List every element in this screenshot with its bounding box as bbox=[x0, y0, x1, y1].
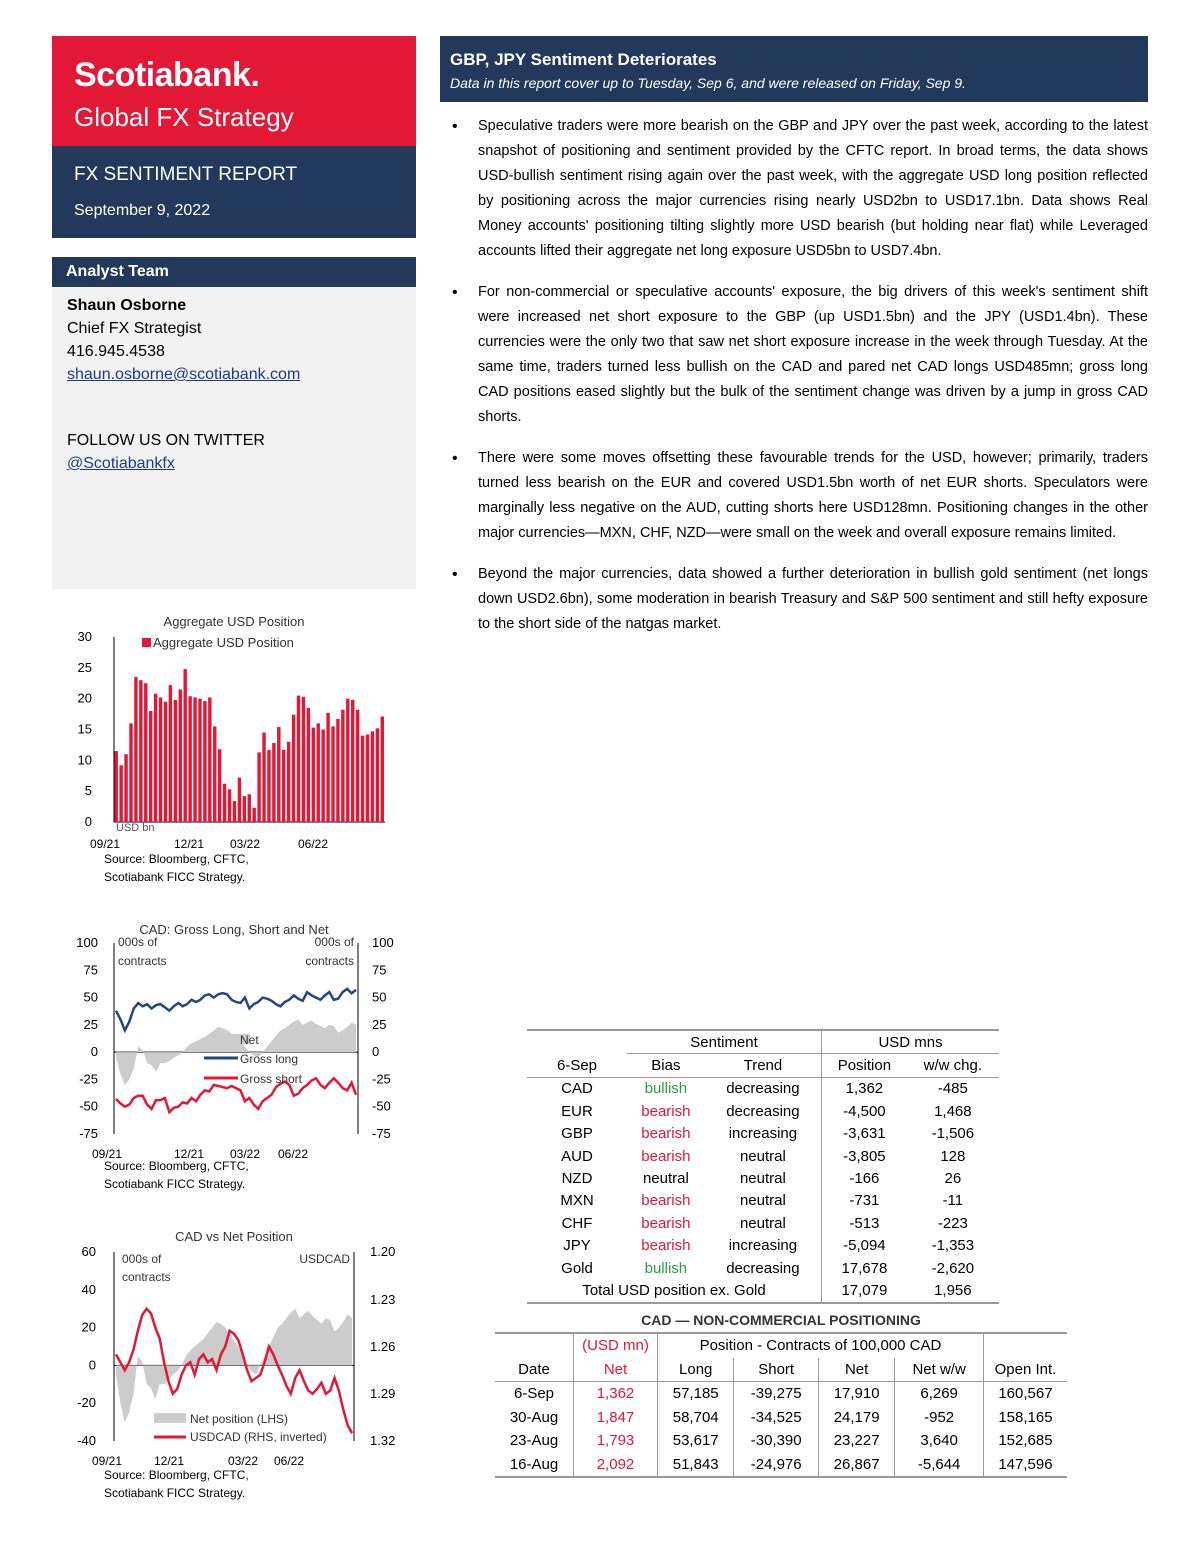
positioning-row bbox=[495, 1453, 1067, 1478]
usd-bar bbox=[312, 728, 315, 822]
col-header: Net bbox=[574, 1358, 658, 1382]
sentiment-cell: decreasing bbox=[726, 1102, 800, 1120]
sentiment-cell: bearish bbox=[641, 1214, 691, 1232]
y-tick-label: 30 bbox=[77, 629, 92, 644]
x-tick-label: 06/22 bbox=[298, 837, 329, 851]
sentiment-group-header: Sentiment bbox=[627, 1030, 822, 1054]
sentiment-row bbox=[527, 1190, 999, 1212]
legend-label: USDCAD (RHS, inverted) bbox=[190, 1430, 327, 1444]
usd-bar bbox=[228, 789, 231, 822]
sentiment-cell: -2,620 bbox=[931, 1259, 975, 1277]
y2-tick-label: -25 bbox=[372, 1071, 391, 1087]
y2-tick-label: 75 bbox=[372, 962, 387, 978]
bullet-list bbox=[440, 114, 1148, 653]
positioning-cell: 58,704 bbox=[658, 1406, 734, 1430]
analyst-panel bbox=[52, 287, 416, 589]
usd-bar bbox=[149, 711, 152, 822]
analyst-name: Shaun Osborne bbox=[67, 297, 187, 314]
chart-source: Scotiabank FICC Strategy. bbox=[104, 1177, 246, 1191]
sentiment-cell: CAD bbox=[561, 1080, 593, 1098]
usd-bar bbox=[188, 696, 191, 822]
positioning-cell: 1,362 bbox=[574, 1382, 658, 1406]
y-tick-label: 15 bbox=[77, 721, 92, 737]
legend-swatch-net bbox=[154, 1413, 186, 1423]
positioning-row bbox=[495, 1429, 1067, 1453]
usd-bar bbox=[124, 754, 127, 822]
positioning-table-title: CAD — NON-COMMERCIAL POSITIONING bbox=[641, 1312, 921, 1328]
sentiment-cell: decreasing bbox=[726, 1259, 800, 1277]
bullet-paragraph: • For non-commercial or speculative accounts' exposure, the big drivers of this week's sentiment shift were increased net short exposure to the GBP (up USD1.5bn) and the JPY (USD1.4bn). These currencies were the only two that saw net short exposure increase in the week through Tuesday. At the same time, traders turned less bullish on the CAD and pared net CAD longs USD485mn; gross long CAD positions eased slightly but the bulk of the sentiment change was driven by a jump in gross CAD shorts. bbox=[440, 280, 1148, 430]
y2-tick-label: 1.29 bbox=[370, 1386, 396, 1401]
positioning-cell: 23,227 bbox=[818, 1429, 894, 1453]
usd-bar bbox=[262, 733, 265, 822]
usd-bar bbox=[366, 734, 369, 822]
positioning-cell: 26,867 bbox=[818, 1453, 894, 1478]
col-header: Short bbox=[734, 1358, 819, 1382]
aggregate-usd-chart bbox=[52, 605, 422, 890]
y-tick-label: 0 bbox=[88, 1357, 96, 1373]
usd-bar bbox=[287, 742, 290, 822]
usd-bar bbox=[139, 680, 142, 822]
y2-tick-label: 1.32 bbox=[370, 1433, 396, 1448]
y-tick-label: -20 bbox=[77, 1395, 96, 1411]
usd-bar bbox=[169, 685, 172, 822]
col-header: Net w/w bbox=[895, 1358, 984, 1382]
usd-bar bbox=[179, 689, 182, 822]
chart-source: Scotiabank FICC Strategy. bbox=[104, 870, 246, 884]
usd-bar bbox=[233, 801, 236, 822]
bullet-paragraph: • Beyond the major currencies, data showed a further deterioration in bullish gold sentiment (net longs down USD2.6bn), some moderation in bearish Treasury and S&P 500 sentiment and still hefty exposure to the short side of the natgas market. bbox=[440, 562, 1148, 637]
sentiment-cell: neutral bbox=[739, 1214, 786, 1232]
usd-bar bbox=[164, 702, 167, 822]
analyst-phone: 416.945.4538 bbox=[67, 343, 165, 360]
sentiment-cell: MXN bbox=[560, 1192, 594, 1210]
total-position: 17,079 bbox=[822, 1279, 907, 1302]
sentiment-cell: -4,500 bbox=[822, 1100, 907, 1122]
positioning-row bbox=[495, 1406, 1067, 1430]
usd-bar bbox=[381, 717, 384, 822]
x-tick-label: 09/21 bbox=[92, 1147, 123, 1161]
sentiment-row bbox=[527, 1235, 999, 1257]
y2-tick-label: 0 bbox=[372, 1044, 380, 1060]
sentiment-cell: JPY bbox=[563, 1237, 591, 1255]
sentiment-cell: EUR bbox=[561, 1102, 593, 1120]
right-unit: contracts bbox=[305, 954, 354, 968]
twitter-link[interactable]: @Scotiabankfx bbox=[67, 455, 175, 472]
positioning-cell: 6,269 bbox=[895, 1382, 984, 1406]
y-tick-label: 20 bbox=[81, 1319, 96, 1335]
sentiment-cell: bearish bbox=[641, 1125, 691, 1143]
sentiment-cell: -513 bbox=[822, 1212, 907, 1234]
chart-source: Source: Bloomberg, CFTC, bbox=[104, 1468, 249, 1482]
positioning-cell: -30,390 bbox=[734, 1429, 819, 1453]
sentiment-cell: increasing bbox=[728, 1125, 798, 1143]
y-tick-label: 5 bbox=[84, 783, 92, 799]
sentiment-cell: 26 bbox=[944, 1170, 962, 1188]
brand-subtitle: Global FX Strategy bbox=[74, 102, 294, 132]
usd-bar bbox=[159, 697, 162, 822]
y-tick-label: 50 bbox=[83, 989, 98, 1005]
bullet-paragraph: • There were some moves offsetting these favourable trends for the USD, however; primarily, traders turned less bearish on the EUR and covered USD1.5bn worth of net EUR shorts. Speculators were marginally less negative on the AUD, cutting shorts here USD128mn. Positioning changes in the other major currencies—MXN, CHF, NZD—were small on the week and overall exposure remains limited. bbox=[440, 446, 1148, 546]
usd-bar bbox=[307, 708, 310, 822]
positioning-cell: 147,596 bbox=[983, 1453, 1067, 1478]
legend-label: Gross short bbox=[240, 1072, 303, 1086]
gross-short-line bbox=[116, 1078, 356, 1112]
chart-title: CAD: Gross Long, Short and Net bbox=[139, 922, 329, 937]
positioning-cell: -952 bbox=[895, 1406, 984, 1430]
sentiment-cell: increasing bbox=[728, 1237, 798, 1255]
positioning-cell: 53,617 bbox=[658, 1429, 734, 1453]
brand-block bbox=[52, 36, 416, 146]
y-tick-label: -25 bbox=[79, 1071, 98, 1087]
x-tick-label: 03/22 bbox=[230, 1147, 261, 1161]
x-tick-label: 09/21 bbox=[92, 1454, 123, 1468]
analyst-heading bbox=[52, 257, 416, 287]
sentiment-cell: neutral bbox=[642, 1170, 689, 1188]
follow-label: FOLLOW US ON TWITTER bbox=[67, 432, 265, 449]
positioning-cell: -5,644 bbox=[895, 1453, 984, 1478]
y-tick-label: 10 bbox=[77, 752, 92, 768]
y-tick-label: -50 bbox=[79, 1098, 98, 1114]
usd-bar bbox=[154, 694, 157, 822]
sentiment-cell: -5,094 bbox=[822, 1235, 907, 1257]
cad-gross-chart bbox=[52, 912, 422, 1197]
usd-bar bbox=[376, 728, 379, 822]
legend-label: Aggregate USD Position bbox=[153, 635, 294, 650]
sentiment-row bbox=[527, 1077, 999, 1100]
positioning-cell: -34,525 bbox=[734, 1406, 819, 1430]
usd-bar bbox=[223, 784, 226, 822]
sentiment-row bbox=[527, 1123, 999, 1145]
positioning-cell: 3,640 bbox=[895, 1429, 984, 1453]
y-tick-label: 40 bbox=[81, 1281, 96, 1297]
headline-subtitle: Data in this report cover up to Tuesday, Sep 6, and were released on Friday, Sep 9. bbox=[450, 75, 966, 91]
chart-title: Aggregate USD Position bbox=[163, 614, 305, 629]
y-tick-label: -75 bbox=[79, 1126, 98, 1141]
sentiment-cell: -1,506 bbox=[931, 1125, 975, 1143]
usd-bar bbox=[208, 697, 211, 822]
positioning-cell: 16-Aug bbox=[509, 1455, 559, 1473]
left-unit: contracts bbox=[118, 954, 167, 968]
left-unit: 000s of bbox=[122, 1252, 162, 1266]
col-header: 6-Sep bbox=[556, 1056, 598, 1074]
usd-bar bbox=[302, 697, 305, 822]
positioning-cell: -39,275 bbox=[734, 1382, 819, 1406]
unit-label: USD bn bbox=[116, 822, 155, 834]
positioning-cell: 51,843 bbox=[658, 1453, 734, 1478]
y-tick-label: 0 bbox=[90, 1044, 98, 1060]
sentiment-cell: bullish bbox=[644, 1259, 688, 1277]
y2-tick-label: 1.23 bbox=[370, 1292, 396, 1307]
legend-swatch bbox=[142, 638, 151, 647]
usd-bar bbox=[238, 778, 241, 822]
usd-bar bbox=[336, 719, 339, 822]
right-unit: 000s of bbox=[314, 935, 354, 949]
positioning-cell: 1,793 bbox=[574, 1429, 658, 1453]
col-header: Trend bbox=[743, 1057, 783, 1075]
sentiment-cell: Gold bbox=[561, 1259, 593, 1277]
sentiment-cell: 128 bbox=[940, 1147, 966, 1165]
positioning-cell: 57,185 bbox=[658, 1382, 734, 1406]
positioning-table bbox=[495, 1332, 1067, 1478]
positioning-cell: 2,092 bbox=[574, 1453, 658, 1478]
positioning-cell: 24,179 bbox=[818, 1406, 894, 1430]
usd-bar bbox=[297, 696, 300, 822]
y-tick-label: 60 bbox=[81, 1244, 96, 1259]
cad-vs-net-chart bbox=[52, 1220, 422, 1505]
left-unit: contracts bbox=[122, 1270, 171, 1284]
analyst-role: Chief FX Strategist bbox=[67, 320, 202, 337]
usd-group-header: USD mns bbox=[822, 1030, 999, 1054]
usd-bar bbox=[267, 750, 270, 822]
usd-bar bbox=[361, 736, 364, 822]
sentiment-cell: bearish bbox=[641, 1237, 691, 1255]
positioning-cell: 1,847 bbox=[574, 1406, 658, 1430]
sentiment-cell: 1,362 bbox=[822, 1077, 907, 1100]
usd-bar bbox=[144, 683, 147, 822]
right-unit: USDCAD bbox=[299, 1252, 350, 1266]
usd-bar bbox=[257, 752, 260, 822]
col-header: Bias bbox=[651, 1057, 681, 1075]
legend-label: Net bbox=[240, 1033, 259, 1047]
x-tick-label: 03/22 bbox=[228, 1454, 259, 1468]
total-label: Total USD position ex. Gold bbox=[582, 1281, 766, 1299]
sentiment-cell: bearish bbox=[641, 1147, 691, 1165]
usd-bar bbox=[341, 710, 344, 822]
sentiment-cell: -3,631 bbox=[822, 1123, 907, 1145]
sentiment-row bbox=[527, 1167, 999, 1189]
analyst-email-link[interactable]: shaun.osborne@scotiabank.com bbox=[67, 366, 301, 383]
usd-bar bbox=[134, 677, 137, 822]
sentiment-cell: neutral bbox=[739, 1192, 786, 1210]
y-tick-label: 25 bbox=[77, 659, 92, 675]
x-tick-label: 12/21 bbox=[154, 1454, 185, 1468]
sentiment-cell: -11 bbox=[942, 1192, 964, 1210]
usd-bar bbox=[183, 669, 186, 822]
y-tick-label: 75 bbox=[83, 962, 98, 978]
sentiment-cell: -3,805 bbox=[822, 1145, 907, 1167]
usd-mn-header: (USD mn) bbox=[574, 1333, 658, 1358]
y2-tick-label: -50 bbox=[372, 1098, 391, 1114]
sentiment-cell: 1,468 bbox=[934, 1102, 972, 1120]
report-title: FX SENTIMENT REPORT bbox=[74, 164, 298, 185]
sentiment-row bbox=[527, 1145, 999, 1167]
report-box bbox=[52, 146, 416, 238]
positioning-cell: 17,910 bbox=[818, 1382, 894, 1406]
y-tick-label: 0 bbox=[84, 814, 92, 829]
usd-bar bbox=[331, 726, 334, 822]
usd-bar bbox=[317, 723, 320, 822]
usd-bar bbox=[119, 765, 122, 822]
positioning-row bbox=[495, 1382, 1067, 1406]
positioning-cell: 23-Aug bbox=[509, 1432, 559, 1450]
y2-tick-label: 50 bbox=[372, 989, 387, 1005]
y2-tick-label: 1.26 bbox=[370, 1339, 396, 1354]
headline-bar bbox=[440, 36, 1148, 102]
usd-bar bbox=[213, 726, 216, 822]
headline-title: GBP, JPY Sentiment Deteriorates bbox=[450, 50, 717, 69]
x-tick-label: 06/22 bbox=[274, 1454, 305, 1468]
y-tick-label: 20 bbox=[77, 690, 92, 706]
sentiment-cell: bearish bbox=[641, 1102, 691, 1120]
x-tick-label: 03/22 bbox=[230, 837, 261, 851]
chart-source: Scotiabank FICC Strategy. bbox=[104, 1486, 246, 1500]
usd-bar bbox=[321, 730, 324, 823]
legend-label: Net position (LHS) bbox=[190, 1412, 289, 1426]
sentiment-table bbox=[527, 1029, 999, 1304]
total-change: 1,956 bbox=[934, 1281, 972, 1299]
legend-label: Gross long bbox=[240, 1052, 299, 1066]
usd-bar bbox=[198, 699, 201, 822]
sentiment-cell: neutral bbox=[739, 1170, 786, 1188]
x-tick-label: 12/21 bbox=[174, 1147, 205, 1161]
y-tick-label: -40 bbox=[77, 1433, 96, 1448]
sentiment-total-row bbox=[527, 1279, 999, 1302]
sentiment-row bbox=[527, 1257, 999, 1279]
usd-bar bbox=[326, 713, 329, 822]
sentiment-row bbox=[527, 1212, 999, 1234]
chart-source: Source: Bloomberg, CFTC, bbox=[104, 852, 249, 866]
sentiment-cell: bearish bbox=[641, 1192, 691, 1210]
bullet-paragraph: • Speculative traders were more bearish on the GBP and JPY over the past week, according to the latest snapshot of positioning and sentiment provided by the CFTC report. In broad terms, the data shows USD-bullish sentiment rising again over the past week, with the aggregate USD long position reflected by positioning across the major currencies rising nearly USD2bn to USD17.1bn. Data shows Real Money accounts' positioning tilting slightly more USD bearish (but holding near flat) while Leveraged accounts lifted their aggregate net long exposure USD5bn to USD7.4bn. bbox=[440, 114, 1148, 264]
usd-bar bbox=[193, 697, 196, 822]
positioning-cell: 152,685 bbox=[983, 1429, 1067, 1453]
y2-tick-label: 25 bbox=[372, 1016, 387, 1032]
sentiment-cell: bullish bbox=[644, 1080, 688, 1098]
usd-bar bbox=[277, 727, 280, 822]
y2-tick-label: -75 bbox=[372, 1126, 391, 1141]
usd-bar bbox=[248, 794, 251, 822]
sentiment-cell: -731 bbox=[822, 1190, 907, 1212]
usd-bar bbox=[272, 743, 275, 822]
analyst-heading-label: Analyst Team bbox=[66, 263, 169, 280]
sentiment-cell: CHF bbox=[561, 1214, 593, 1232]
sentiment-cell: 17,678 bbox=[822, 1257, 907, 1279]
y2-tick-label: 1.20 bbox=[370, 1244, 396, 1259]
contracts-header: Position - Contracts of 100,000 CAD bbox=[658, 1333, 984, 1358]
positioning-cell: 158,165 bbox=[983, 1406, 1067, 1430]
gross-long-line bbox=[116, 989, 356, 1030]
col-header: w/w chg. bbox=[923, 1057, 983, 1075]
scotiabank-logo: Scotiabank. bbox=[74, 56, 260, 94]
usd-bar bbox=[129, 723, 132, 822]
y-tick-label: 100 bbox=[76, 935, 98, 950]
sentiment-cell: -166 bbox=[822, 1167, 907, 1189]
usd-bar bbox=[203, 701, 206, 822]
usd-bar bbox=[174, 700, 177, 822]
sentiment-cell: -223 bbox=[937, 1214, 968, 1232]
col-header: Position bbox=[822, 1054, 907, 1077]
usd-bar bbox=[243, 796, 246, 822]
usd-bar bbox=[292, 715, 295, 822]
positioning-cell: 30-Aug bbox=[509, 1408, 559, 1426]
col-header: Date bbox=[518, 1360, 550, 1378]
usd-bar bbox=[218, 749, 221, 822]
sentiment-row bbox=[527, 1100, 999, 1122]
usd-bar bbox=[346, 699, 349, 822]
left-unit: 000s of bbox=[118, 935, 158, 949]
col-header: Open Int. bbox=[983, 1358, 1067, 1382]
y2-tick-label: 100 bbox=[372, 935, 394, 950]
sentiment-cell: neutral bbox=[739, 1147, 786, 1165]
usd-bar bbox=[351, 700, 354, 822]
sentiment-cell: GBP bbox=[561, 1125, 593, 1143]
positioning-cell: -24,976 bbox=[734, 1453, 819, 1478]
x-tick-label: 06/22 bbox=[278, 1147, 309, 1161]
sentiment-cell: -485 bbox=[937, 1080, 968, 1098]
usd-bar bbox=[356, 710, 359, 822]
chart-title: CAD vs Net Position bbox=[175, 1229, 293, 1244]
report-date: September 9, 2022 bbox=[74, 202, 211, 219]
sentiment-cell: -1,353 bbox=[931, 1237, 975, 1255]
positioning-cell: 6-Sep bbox=[513, 1385, 555, 1403]
usd-bar bbox=[115, 751, 118, 822]
positioning-cell: 160,567 bbox=[983, 1382, 1067, 1406]
x-tick-label: 09/21 bbox=[90, 837, 121, 851]
usd-bar bbox=[282, 750, 285, 822]
col-header: Long bbox=[658, 1358, 734, 1382]
x-tick-label: 12/21 bbox=[174, 837, 205, 851]
usd-bar bbox=[371, 731, 374, 822]
col-header: Net bbox=[818, 1358, 894, 1382]
usd-bar bbox=[252, 808, 255, 822]
sentiment-cell: AUD bbox=[561, 1147, 593, 1165]
sentiment-cell: NZD bbox=[561, 1170, 593, 1188]
y-tick-label: 25 bbox=[83, 1016, 98, 1032]
chart-source: Source: Bloomberg, CFTC, bbox=[104, 1159, 249, 1173]
sentiment-cell: decreasing bbox=[726, 1080, 800, 1098]
